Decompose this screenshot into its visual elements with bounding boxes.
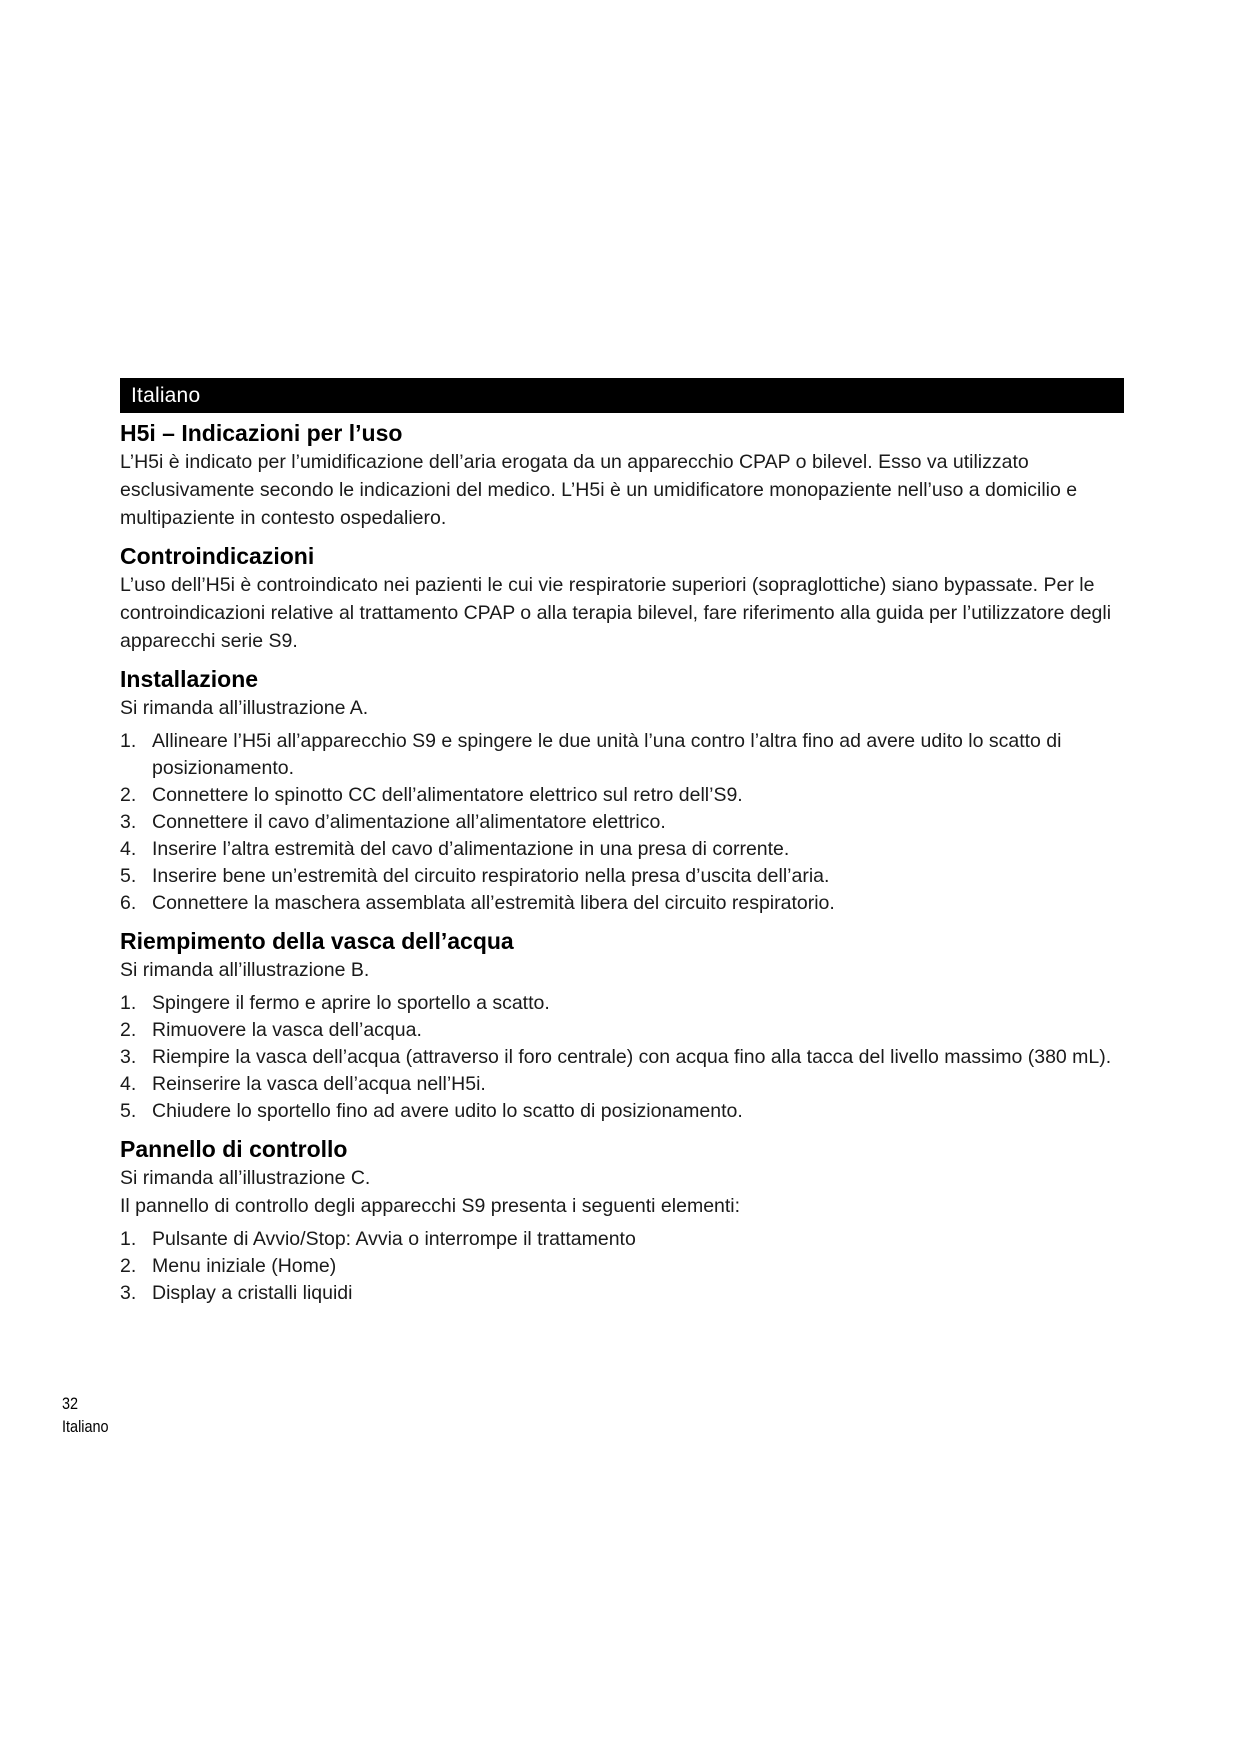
step-number: 5. bbox=[120, 1100, 137, 1122]
step-text: Pulsante di Avvio/Stop: Avvia o interrompe il trattamento bbox=[152, 1228, 636, 1250]
step-text: Connettere la maschera assemblata all’estremità libera del circuito respiratorio. bbox=[152, 892, 835, 914]
section-title: Pannello di controllo bbox=[120, 1136, 348, 1162]
section-paragraph: L’uso dell’H5i è controindicato nei pazienti le cui vie respiratorie superiori (sopraglottiche) siano bypassate. Per le controindicazioni relative al trattamento CPAP o alla terapia bilevel, fare riferimento alla guida per l’utilizzatore degli apparecchi serie S9. bbox=[120, 574, 1112, 652]
list-item bbox=[120, 1071, 1124, 1098]
list-item bbox=[120, 1044, 1124, 1071]
step-text: Display a cristalli liquidi bbox=[152, 1282, 353, 1304]
steps-list bbox=[120, 990, 1124, 1125]
list-item bbox=[120, 1226, 1124, 1253]
step-text: Chiudere lo sportello fino ad avere udito lo scatto di posizionamento. bbox=[152, 1100, 743, 1122]
section-paragraph: Il pannello di controllo degli apparecchi S9 presenta i seguenti elementi: bbox=[120, 1195, 741, 1217]
section-installation bbox=[120, 664, 1124, 917]
section-paragraph: Si rimanda all’illustrazione C. bbox=[120, 1167, 371, 1189]
section-water-tub bbox=[120, 926, 1124, 1125]
list-item bbox=[120, 990, 1124, 1017]
section-indications bbox=[120, 418, 1124, 532]
section-control-panel bbox=[120, 1134, 1124, 1307]
step-text: Allineare l’H5i all’apparecchio S9 e spingere le due unità l’una contro l’altra fino ad avere udito lo scatto di posizionamento. bbox=[152, 730, 1062, 779]
step-text: Inserire bene un’estremità del circuito respiratorio nella presa d’uscita dell’aria. bbox=[152, 865, 830, 887]
section-title: Controindicazioni bbox=[120, 543, 315, 569]
page-number: 32 bbox=[62, 1394, 79, 1413]
section-title: Riempimento della vasca dell’acqua bbox=[120, 928, 514, 954]
section-paragraph: Si rimanda all’illustrazione A. bbox=[120, 697, 369, 719]
footer-language: Italiano bbox=[62, 1417, 109, 1436]
step-number: 1. bbox=[120, 730, 137, 752]
step-number: 1. bbox=[120, 992, 137, 1014]
list-item bbox=[120, 782, 1124, 809]
step-number: 2. bbox=[120, 1255, 137, 1277]
steps-list bbox=[120, 728, 1124, 917]
section-title: H5i – Indicazioni per l’uso bbox=[120, 420, 403, 446]
list-item bbox=[120, 809, 1124, 836]
step-number: 6. bbox=[120, 892, 137, 914]
list-item bbox=[120, 890, 1124, 917]
language-label: Italiano bbox=[131, 384, 201, 407]
step-text: Connettere il cavo d’alimentazione all’alimentatore elettrico. bbox=[152, 811, 666, 833]
step-number: 3. bbox=[120, 1046, 137, 1068]
step-text: Rimuovere la vasca dell’acqua. bbox=[152, 1019, 422, 1041]
step-text: Menu iniziale (Home) bbox=[152, 1255, 337, 1277]
step-text: Reinserire la vasca dell’acqua nell’H5i. bbox=[152, 1073, 486, 1095]
step-number: 1. bbox=[120, 1228, 137, 1250]
steps-list bbox=[120, 1226, 1124, 1307]
section-paragraph: L’H5i è indicato per l’umidificazione dell’aria erogata da un apparecchio CPAP o bilevel. Esso va utilizzato esclusivamente secondo le indicazioni del medico. L’H5i è un umidificatore monopaziente nell’uso a domicilio e multipaziente in contesto ospedaliero. bbox=[120, 451, 1078, 529]
step-text: Spingere il fermo e aprire lo sportello a scatto. bbox=[152, 992, 550, 1014]
step-number: 4. bbox=[120, 1073, 137, 1095]
step-number: 4. bbox=[120, 838, 137, 860]
step-number: 2. bbox=[120, 1019, 137, 1041]
section-contraindications bbox=[120, 541, 1124, 655]
step-text: Connettere lo spinotto CC dell’alimentatore elettrico sul retro dell’S9. bbox=[152, 784, 743, 806]
step-text: Riempire la vasca dell’acqua (attraverso il foro centrale) con acqua fino alla tacca del livello massimo (380 mL). bbox=[152, 1046, 1112, 1068]
list-item bbox=[120, 836, 1124, 863]
list-item bbox=[120, 728, 1124, 782]
list-item bbox=[120, 863, 1124, 890]
step-number: 5. bbox=[120, 865, 137, 887]
language-header-bar bbox=[120, 378, 1124, 413]
list-item bbox=[120, 1017, 1124, 1044]
step-number: 3. bbox=[120, 1282, 137, 1304]
step-text: Inserire l’altra estremità del cavo d’alimentazione in una presa di corrente. bbox=[152, 838, 790, 860]
section-paragraph: Si rimanda all’illustrazione B. bbox=[120, 959, 370, 981]
list-item bbox=[120, 1280, 1124, 1307]
document-body bbox=[120, 418, 1124, 1307]
step-number: 3. bbox=[120, 811, 137, 833]
page-footer bbox=[62, 1392, 109, 1438]
step-number: 2. bbox=[120, 784, 137, 806]
list-item bbox=[120, 1253, 1124, 1280]
section-title: Installazione bbox=[120, 666, 259, 692]
list-item bbox=[120, 1098, 1124, 1125]
